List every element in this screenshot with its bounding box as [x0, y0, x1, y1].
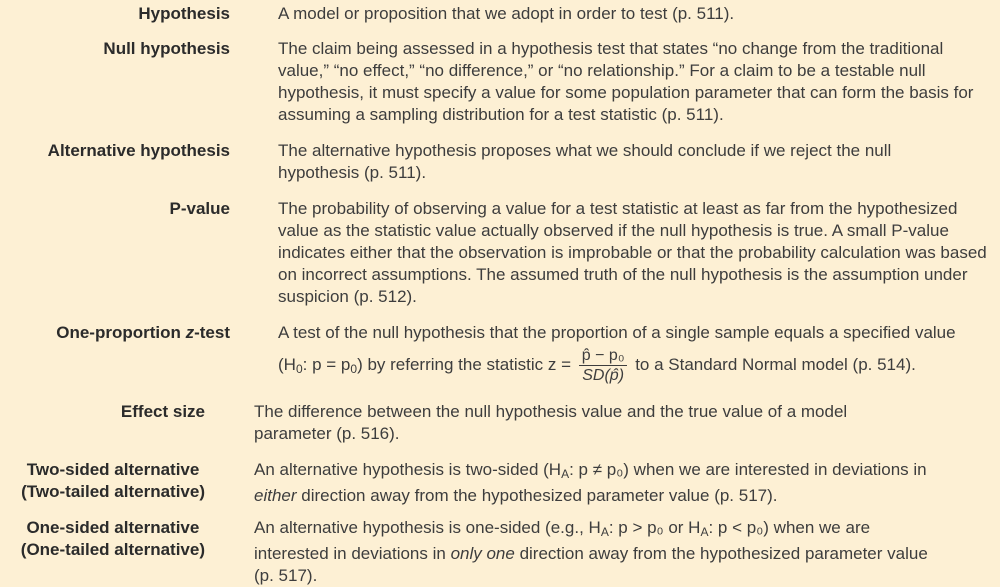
z-formula-fraction	[579, 346, 628, 385]
one-sided-condition-1: : p > p₀	[608, 518, 664, 537]
two-sided-subscript: A	[561, 467, 570, 481]
term-effect-size: Effect size	[120, 402, 205, 421]
z-formula-denominator: SD(p̂)	[582, 367, 625, 384]
term-z-test-suffix: -test	[194, 323, 230, 342]
p0-subscript: 0	[350, 361, 358, 376]
two-sided-condition: : p ≠ p₀	[569, 460, 624, 479]
term-z-variable: z	[185, 323, 195, 342]
term-one-sided-line1: One-sided alternative	[26, 518, 200, 537]
definition-z-test-line1: A test of the null hypothesis that the proportion of a single sample equals a specified value	[278, 323, 956, 342]
term-two-sided-alternative	[21, 459, 205, 503]
definition-null-hypothesis: The claim being assessed in a hypothesis test that states “no change from the traditional value,” “no effect,” “no difference,” or “no relationship.” For a claim to be a testable null hypothesis, it must specify a value for some population parameter that can form the basis for assuming a sampling distribution for a test statistic (p. 511).	[278, 39, 974, 124]
z-formula-numerator: p̂ − p₀	[579, 346, 628, 366]
term-p-value: P-value	[169, 199, 230, 218]
two-sided-post: direction away from the hypothesized parameter value (p. 517).	[296, 486, 778, 505]
statistic-intro: ) by referring the statistic z =	[357, 354, 572, 374]
h0-subscript: 0	[295, 361, 303, 376]
h0-condition: : p = p	[302, 354, 351, 374]
definition-one-sided-alternative	[254, 517, 944, 587]
one-sided-post: direction away from the hypothesized parameter value (p. 517).	[254, 544, 928, 585]
one-sided-subscript-1: A	[600, 525, 609, 539]
term-alternative-hypothesis: Alternative hypothesis	[47, 141, 230, 160]
definition-two-sided-alternative	[254, 459, 959, 507]
term-one-sided-alternative	[21, 517, 205, 561]
term-hypothesis: Hypothesis	[138, 4, 230, 23]
two-sided-mid: ) when we are interested in deviations in	[623, 460, 927, 479]
term-null-hypothesis: Null hypothesis	[103, 39, 230, 58]
definition-alternative-hypothesis: The alternative hypothesis proposes what we should conclude if we reject the null hypothesis (p. 511).	[278, 141, 892, 182]
two-sided-emphasis: either	[254, 486, 297, 505]
one-sided-subscript-2: A	[700, 525, 709, 539]
one-sided-or: or H	[663, 518, 701, 537]
term-one-sided-line2: (One-tailed alternative)	[20, 540, 205, 559]
h0-open: (H	[278, 354, 296, 374]
two-sided-pre: An alternative hypothesis is two-sided (H	[254, 460, 562, 479]
one-sided-mid: ) when we are interested in deviations in	[254, 518, 871, 563]
definition-p-value: The probability of observing a value for a test statistic at least as far from the hypothesized value as the statistic value actually observed if the null hypothesis is true. A small P-value indicates either that the observation is improbable or that the probability calculation was based on incorrect assumptions. The assumed truth of the null hypothesis is the assumption under suspicion (p. 512).	[278, 199, 987, 306]
one-sided-emphasis: only one	[450, 544, 515, 563]
definition-z-test-tail: to a Standard Normal model (p. 514).	[635, 354, 916, 374]
term-one-proportion-z-test	[56, 322, 230, 344]
term-two-sided-line1: Two-sided alternative	[26, 460, 200, 479]
term-z-test-prefix: One-proportion	[56, 323, 186, 342]
term-two-sided-line2: (Two-tailed alternative)	[21, 482, 205, 501]
one-sided-pre: An alternative hypothesis is one-sided (e.g., H	[254, 518, 601, 537]
definition-hypothesis: A model or proposition that we adopt in order to test (p. 511).	[278, 4, 735, 23]
definition-effect-size: The difference between the null hypothesis value and the true value of a model parameter (p. 516).	[254, 402, 848, 443]
definition-one-proportion-z-test	[278, 322, 994, 385]
one-sided-condition-2: : p < p₀	[708, 518, 764, 537]
